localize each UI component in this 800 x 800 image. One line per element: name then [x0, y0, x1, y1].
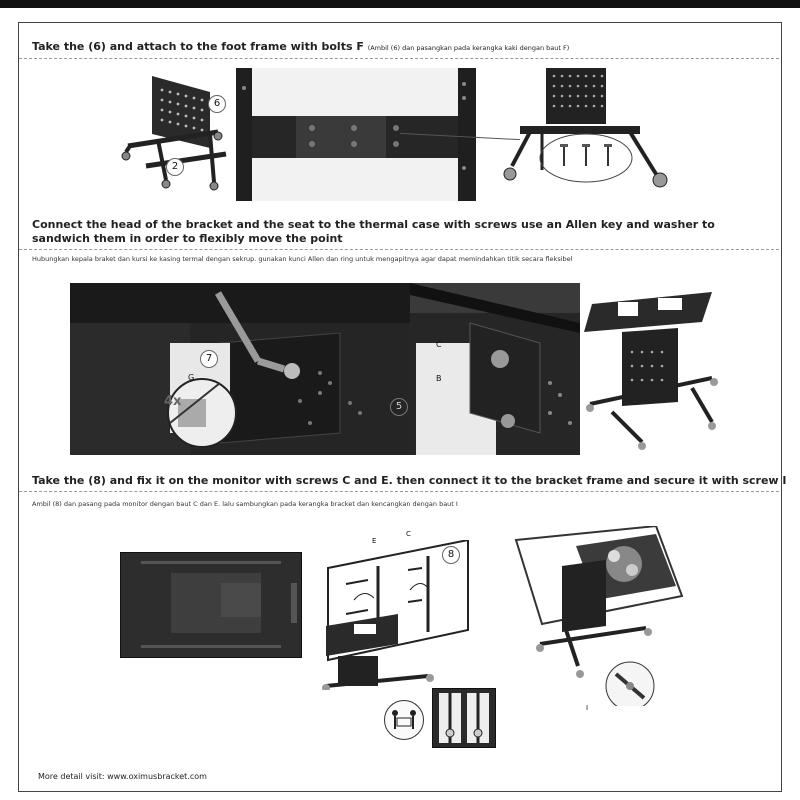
callout-g: G [188, 373, 195, 382]
callout-4x: 4x [164, 394, 182, 409]
callout-6: 6 [208, 95, 226, 113]
step3-monitor-back [120, 552, 302, 658]
step2-allen-key-photo [70, 283, 410, 455]
callout-e: E [372, 537, 377, 545]
footer-link-text[interactable]: More detail visit: www.oximusbracket.com [38, 772, 207, 781]
step2-plate-photo [410, 283, 580, 455]
callout-b: B [436, 374, 442, 383]
step1-title: Take the (6) and attach to the foot frame with bolts F [32, 40, 364, 53]
callout-i: I [586, 704, 589, 712]
step1-divider [19, 58, 779, 59]
callout-8: 8 [442, 546, 460, 564]
callout-c-step3: C [406, 530, 411, 538]
step1-subtitle: (Ambil (6) dan pasangkan pada kerangka kaki dengan baut F) [367, 44, 570, 52]
bracket-hook-detail-icon [432, 688, 496, 748]
step2-title: Connect the head of the bracket and the seat to the thermal case with screws use an Allen key and washer to sandwich them in order to flexibly move the point [32, 218, 715, 245]
top-border-bar [0, 0, 800, 8]
callout-5: 5 [390, 398, 408, 416]
callout-2: 2 [166, 158, 184, 176]
step2-assembled-stand [582, 292, 722, 452]
step3-divider [19, 491, 779, 492]
step1-heading [32, 40, 569, 53]
step3-final-assembly [506, 526, 686, 706]
step3-subtitle: Ambil (8) dan pasang pada monitor dengan baut C dan E. lalu sambungkan pada kerangka bracket dan kencangkan dengan baut I [32, 500, 458, 508]
step1-stand-with-bolts [490, 66, 686, 202]
two-person-lift-icon [384, 700, 424, 740]
step1-stand-illustration [118, 70, 234, 198]
callout-7: 7 [200, 350, 218, 368]
callout-c-step2: C [436, 340, 442, 349]
step2-subtitle: Hubungkan kepala braket dan kursi ke kasing termal dengan sekrup. gunakan kunci Allen dan ring untuk mengapitnya agar dapat memindahkan titik secara fleksibel [32, 255, 573, 263]
step2-divider [19, 249, 779, 250]
step3-title: Take the (8) and fix it on the monitor with screws C and E. then connect it to the bracket frame and secure it with screw I [32, 474, 787, 487]
